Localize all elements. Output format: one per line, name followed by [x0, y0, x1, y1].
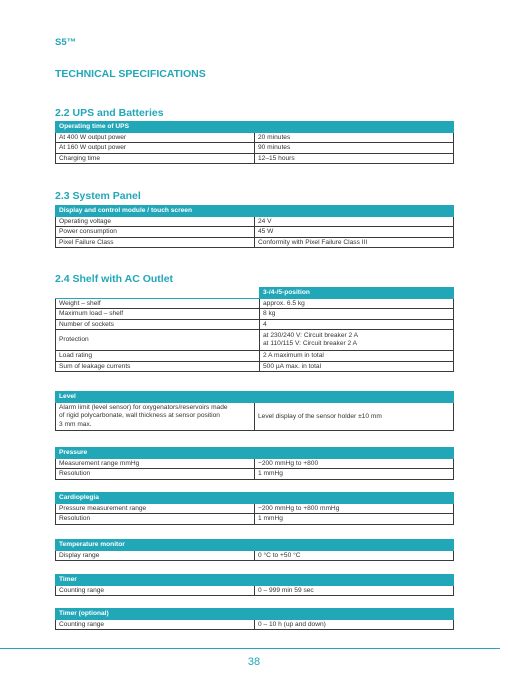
- table-row: [56, 585, 454, 596]
- row-value: 500 µA max. in total: [260, 361, 454, 372]
- table-row: [56, 619, 454, 630]
- row-value: Conformity with Pixel Failure Class III: [255, 237, 454, 248]
- table-header: Temperature monitor: [56, 540, 454, 551]
- row-value: Level display of the sensor holder ±10 mm: [255, 402, 454, 431]
- row-label: Display range: [56, 550, 255, 561]
- row-label: Pressure measurement range: [56, 503, 255, 514]
- table-row: [56, 330, 454, 351]
- row-value: 24 V: [255, 216, 454, 227]
- row-value: −200 mmHg to +800: [255, 458, 454, 469]
- row-value: 0 °C to +50 °C: [255, 550, 454, 561]
- row-label: Operating voltage: [56, 216, 255, 227]
- row-label: At 400 W output power: [56, 132, 255, 143]
- row-value: 45 W: [255, 227, 454, 238]
- shelf-table: [55, 287, 454, 372]
- row-label: Protection: [56, 330, 260, 351]
- row-label: Resolution: [56, 514, 255, 525]
- timer-table: [55, 574, 454, 596]
- row-label: Charging time: [56, 153, 255, 164]
- row-value: 90 minutes: [255, 143, 454, 154]
- cardioplegia-table: [55, 492, 454, 525]
- table-row: [56, 132, 454, 143]
- row-value: 8 kg: [260, 309, 454, 320]
- table-row: [56, 351, 454, 362]
- row-value: 2 A maximum in total: [260, 351, 454, 362]
- protection-line: at 230/240 V: Circuit breaker 2 A: [263, 331, 359, 339]
- section-title-panel: 2.3 System Panel: [55, 190, 141, 202]
- row-label: Counting range: [56, 585, 255, 596]
- document-header: S5™: [55, 37, 77, 48]
- row-value: 12–15 hours: [255, 153, 454, 164]
- table-header: Operating time of UPS: [56, 122, 454, 133]
- table-row: [56, 458, 454, 469]
- row-value: −200 mmHg to +800 mmHg: [255, 503, 454, 514]
- label-line: 3 mm max.: [59, 420, 92, 428]
- page-number: 38: [247, 656, 261, 668]
- table-row: [56, 216, 454, 227]
- row-label: [56, 402, 255, 431]
- table-header: Timer: [56, 575, 454, 586]
- section-title-shelf: 2.4 Shelf with AC Outlet: [55, 273, 174, 285]
- table-row: [56, 319, 454, 330]
- row-value: 1 mmHg: [255, 469, 454, 480]
- ups-table: [55, 121, 454, 164]
- table-header: Level: [56, 392, 454, 403]
- table-row: [56, 402, 454, 431]
- timer-optional-table: [55, 608, 454, 630]
- row-value: 20 minutes: [255, 132, 454, 143]
- table-row: [56, 361, 454, 372]
- table-row: [56, 298, 454, 309]
- row-label: Weight – shelf: [56, 298, 260, 309]
- label-line: Alarm limit (level sensor) for oxygenators/reservoirs made: [59, 403, 228, 411]
- row-label: Resolution: [56, 469, 255, 480]
- row-value: 4: [260, 319, 454, 330]
- temperature-table: [55, 539, 454, 561]
- pressure-table: [55, 447, 454, 480]
- table-header: Cardioplegia: [56, 493, 454, 504]
- row-label: Pixel Failure Class: [56, 237, 255, 248]
- blank-header-cell: [56, 288, 260, 299]
- row-value: 0 – 999 min 59 sec: [255, 585, 454, 596]
- table-header: Display and control module / touch screen: [56, 206, 454, 217]
- table-row: [56, 153, 454, 164]
- row-value: [260, 330, 454, 351]
- row-label: Sum of leakage currents: [56, 361, 260, 372]
- table-row: [56, 143, 454, 154]
- row-value: 1 mmHg: [255, 514, 454, 525]
- label-line: of rigid polycarbonate, wall thickness at sensor position: [59, 412, 220, 419]
- table-row: [56, 227, 454, 238]
- row-label: Maximum load – shelf: [56, 309, 260, 320]
- table-row: [56, 514, 454, 525]
- row-label: At 160 W output power: [56, 143, 255, 154]
- page-title: TECHNICAL SPECIFICATIONS: [55, 68, 206, 80]
- table-row: [56, 309, 454, 320]
- row-label: Counting range: [56, 619, 255, 630]
- table-row: [56, 237, 454, 248]
- column-header: 3-/4-/5-position: [260, 288, 454, 299]
- row-value: approx. 6.5 kg: [260, 298, 454, 309]
- panel-table: [55, 205, 454, 248]
- footer-divider: [0, 648, 500, 649]
- table-header: Timer (optional): [56, 609, 454, 620]
- row-label: Number of sockets: [56, 319, 260, 330]
- row-label: Power consumption: [56, 227, 255, 238]
- section-title-ups: 2.2 UPS and Batteries: [55, 107, 164, 119]
- protection-line: at 110/115 V: Circuit breaker 2 A: [263, 340, 358, 347]
- row-value: 0 – 10 h (up and down): [255, 619, 454, 630]
- level-table: [55, 391, 454, 431]
- table-row: [56, 550, 454, 561]
- row-label: Measurement range mmHg: [56, 458, 255, 469]
- table-row: [56, 469, 454, 480]
- table-header: Pressure: [56, 448, 454, 459]
- table-row: [56, 503, 454, 514]
- row-label: Load rating: [56, 351, 260, 362]
